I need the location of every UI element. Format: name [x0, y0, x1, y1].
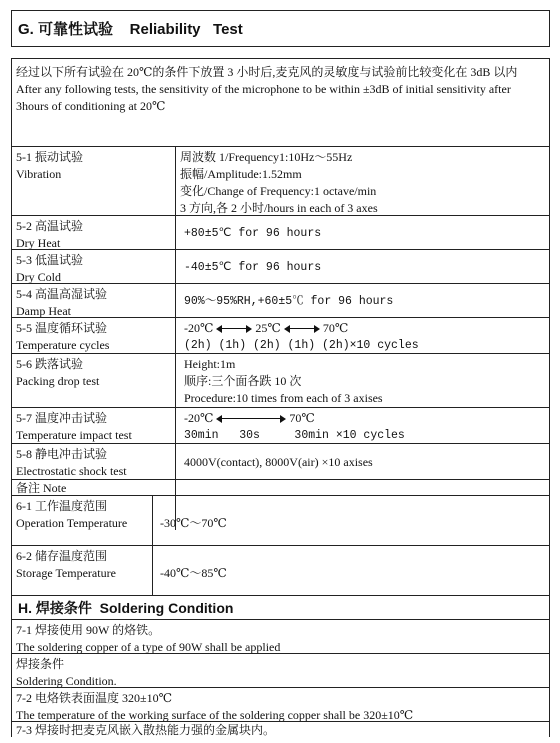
- temp-high: 70℃: [289, 411, 315, 425]
- range-label: [16, 548, 116, 582]
- double-arrow-icon: [216, 325, 252, 333]
- soldering-en: The temperature of the working surface of the soldering copper shall be 320±10℃: [16, 708, 414, 722]
- range-name: Operation Temperature: [16, 516, 128, 530]
- section-h-title: H. 焊接条件 Soldering Condition: [18, 600, 234, 616]
- test-name: Temperature impact test: [16, 428, 132, 442]
- test-line: 顺序:三个面各跌 10 次: [184, 374, 302, 388]
- test-id: 5-1 振动试验: [16, 150, 83, 164]
- test-name: Packing drop test: [16, 374, 100, 388]
- section-g-header: [11, 10, 550, 47]
- test-label: [16, 218, 83, 252]
- soldering-cn: 焊接条件: [16, 657, 65, 671]
- test-name: Damp Heat: [16, 304, 71, 318]
- temp-low: -20℃: [184, 411, 214, 425]
- double-arrow-icon: [216, 415, 286, 423]
- range-row-6-2: [12, 545, 549, 596]
- soldering-row-7-2: [12, 687, 549, 722]
- cycle-durations: 30min 30s 30min ×10 cycles: [184, 429, 405, 442]
- intro-en: After any following tests, the sensitivity of the microphone to be within ±3dB of initial sensitivity after 3hours of conditioning at 20℃: [16, 82, 511, 113]
- soldering-text: [16, 622, 280, 656]
- test-value: [180, 149, 378, 217]
- section-h-header: [12, 595, 549, 620]
- soldering-cn: 7-2 电烙铁表面温度 320±10℃: [16, 691, 173, 705]
- range-value: -40℃～85℃: [160, 566, 227, 580]
- range-id: 6-2 储存温度范围: [16, 549, 107, 563]
- test-row-5-3: [12, 249, 549, 284]
- test-name: Electrostatic shock test: [16, 464, 127, 478]
- test-id: 5-2 高温试验: [16, 219, 83, 233]
- intro-cn: 经过以下所有试验在 20℃的条件下放置 3 小时后,麦克风的灵敏度与试验前比较变化在 3dB 以内: [16, 65, 518, 79]
- test-row-5-1: [12, 146, 549, 216]
- test-label: [16, 410, 132, 444]
- test-label: [16, 356, 99, 390]
- test-row-5-6: [12, 353, 549, 408]
- test-id: 5-5 温度循环试验: [16, 321, 107, 335]
- test-label: [16, 149, 83, 183]
- soldering-en: The soldering copper of a type of 90W shall be applied: [16, 640, 281, 654]
- temperature-shock-diagram: [184, 410, 405, 444]
- soldering-row-7-3: [12, 721, 549, 739]
- soldering-cn: 7-3 焊接时把麦克风嵌入散热能力强的金属块内。: [16, 723, 275, 737]
- test-line: 周波数 1/Frequency1:10Hz～55Hz: [180, 150, 353, 164]
- section-g-body: [11, 58, 550, 737]
- test-value: -40±5℃ for 96 hours: [184, 261, 322, 274]
- soldering-text: [16, 656, 117, 690]
- note-row: [12, 479, 549, 496]
- test-name: Dry Heat: [16, 236, 61, 250]
- test-line: 3 方向,各 2 小时/hours in each of 3 axes: [180, 201, 378, 215]
- range-label: [16, 498, 127, 532]
- range-row-6-1: [12, 495, 549, 546]
- test-row-5-2: [12, 215, 549, 250]
- test-row-5-7: [12, 407, 549, 444]
- test-line: 变化/Change of Frequency:1 octave/min: [180, 184, 377, 198]
- test-value: 90%～95%RH,+60±5℃ for 96 hours: [184, 295, 394, 308]
- test-id: 5-7 温度冲击试验: [16, 411, 107, 425]
- tests-table: [12, 146, 549, 530]
- test-name: Dry Cold: [16, 270, 61, 284]
- test-id: 5-4 高温高湿试验: [16, 287, 107, 301]
- double-arrow-icon: [284, 325, 320, 333]
- soldering-text: [16, 690, 413, 724]
- temperature-range-table: [12, 495, 549, 595]
- range-id: 6-1 工作温度范围: [16, 499, 107, 513]
- range-value: -30℃～70℃: [160, 516, 227, 530]
- test-label: [16, 252, 83, 286]
- test-row-5-8: [12, 443, 549, 480]
- temp-mid: 25℃: [255, 321, 281, 335]
- test-line: Height:1m: [184, 357, 236, 371]
- soldering-cn: 7-1 焊接使用 90W 的烙铁。: [16, 623, 161, 637]
- temp-high: 70℃: [322, 321, 349, 335]
- temp-low: -20℃: [184, 321, 214, 335]
- test-id: 5-6 跌落试验: [16, 357, 83, 371]
- test-label: [16, 446, 127, 480]
- test-row-5-5: [12, 317, 549, 354]
- temperature-cycle-diagram: [184, 320, 419, 354]
- test-row-5-4: [12, 283, 549, 318]
- section-g-title: G. 可靠性试验 Reliability Test: [18, 21, 243, 38]
- test-value: +80±5℃ for 96 hours: [184, 227, 322, 240]
- soldering-en: Soldering Condition.: [16, 674, 117, 688]
- soldering-row-7-1: [12, 619, 549, 654]
- test-label: [16, 320, 109, 354]
- cycle-durations: (2h) (1h) (2h) (1h) (2h)×10 cycles: [184, 339, 419, 352]
- range-name: Storage Temperature: [16, 566, 116, 580]
- test-id: 5-3 低温试验: [16, 253, 83, 267]
- intro-block: [12, 61, 549, 118]
- test-line: 振幅/Amplitude:1.52mm: [180, 167, 302, 181]
- test-line: Procedure:10 times from each of 3 axises: [184, 391, 383, 405]
- note-label: 备注 Note: [16, 481, 67, 495]
- test-value: [184, 356, 383, 407]
- test-value: 4000V(contact), 8000V(air) ×10 axises: [184, 455, 373, 469]
- soldering-row-condition: [12, 653, 549, 688]
- test-id: 5-8 静电冲击试验: [16, 447, 107, 461]
- test-name: Temperature cycles: [16, 338, 110, 352]
- test-name: Vibration: [16, 167, 62, 181]
- test-label: [16, 286, 107, 320]
